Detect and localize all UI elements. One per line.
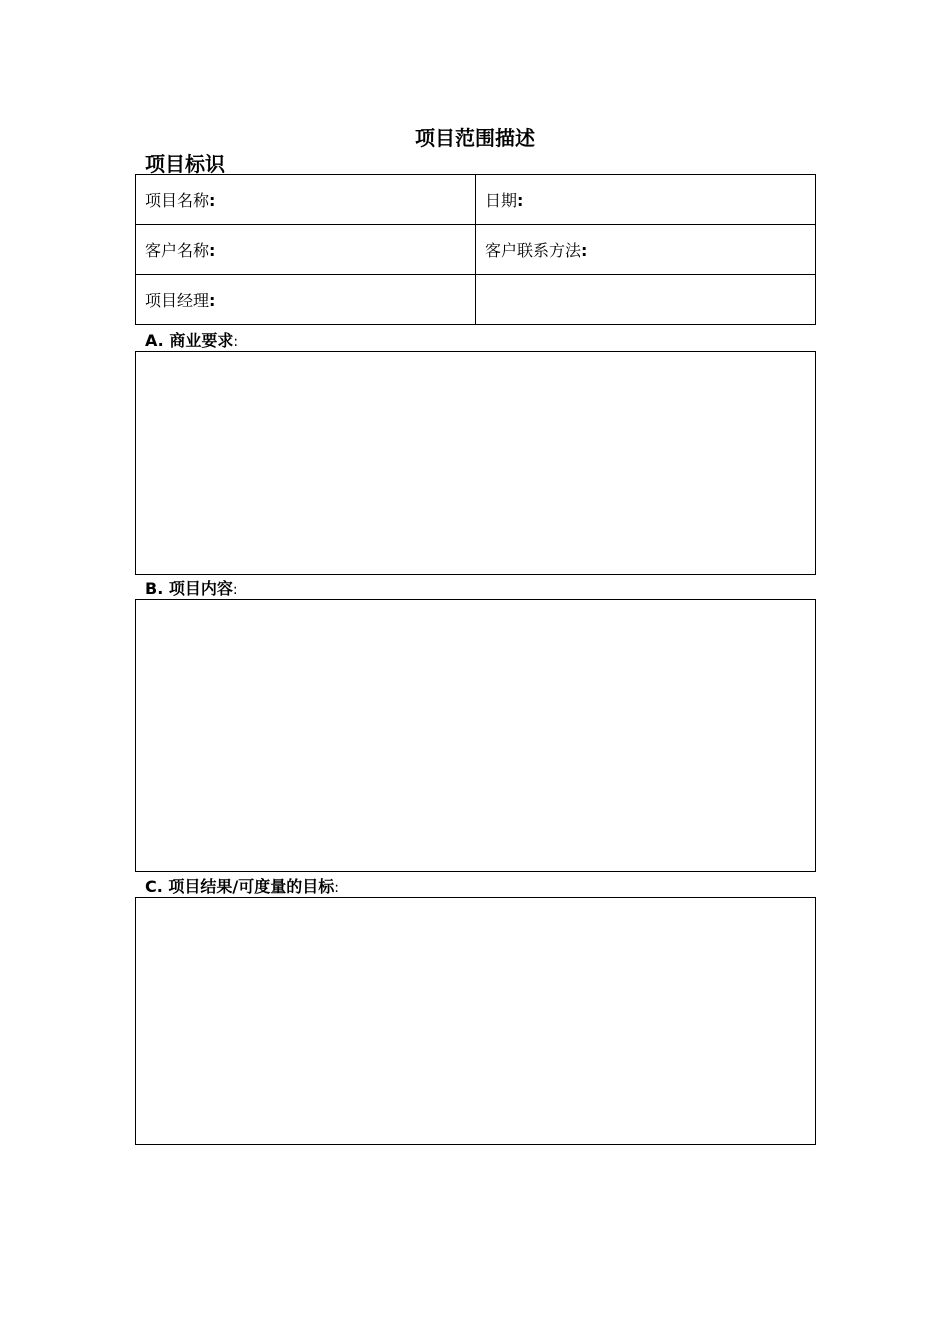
client-contact-field[interactable] — [476, 225, 816, 275]
section-a-suffix: : — [233, 334, 239, 350]
date-field[interactable] — [476, 175, 816, 225]
project-name-label: 项目名称 — [145, 191, 210, 210]
colon: : — [581, 241, 588, 260]
client-contact-label: 客户联系方法 — [485, 241, 582, 260]
section-b-title: 项目内容 — [168, 579, 233, 598]
project-identification-heading: 项目标识 — [145, 152, 225, 176]
business-requirements-box[interactable] — [135, 351, 816, 575]
project-manager-field[interactable] — [136, 275, 476, 325]
section-a-prefix: A. — [145, 331, 164, 350]
colon: : — [209, 291, 216, 310]
section-b-suffix: : — [232, 582, 238, 598]
project-info-table — [135, 174, 816, 325]
section-c-suffix: : — [334, 880, 339, 896]
business-requirements-label — [145, 328, 238, 351]
colon: : — [517, 191, 524, 210]
client-name-field[interactable] — [136, 225, 476, 275]
colon: : — [209, 241, 216, 260]
project-outcomes-label — [145, 874, 339, 897]
section-b-prefix: B. — [145, 579, 164, 598]
project-manager-label: 项目经理 — [145, 291, 210, 310]
page-title: 项目范围描述 — [415, 126, 535, 150]
section-a-title: 商业要求 — [169, 331, 234, 350]
colon: : — [209, 191, 216, 210]
section-c-title: 项目结果/可度量的目标 — [168, 877, 335, 896]
empty-field[interactable] — [476, 275, 816, 325]
project-name-field[interactable] — [136, 175, 476, 225]
project-content-label — [145, 576, 238, 599]
date-label: 日期 — [485, 191, 518, 210]
client-name-label: 客户名称 — [145, 241, 210, 260]
project-outcomes-box[interactable] — [135, 897, 816, 1145]
section-c-prefix: C. — [145, 877, 163, 896]
project-content-box[interactable] — [135, 599, 816, 872]
